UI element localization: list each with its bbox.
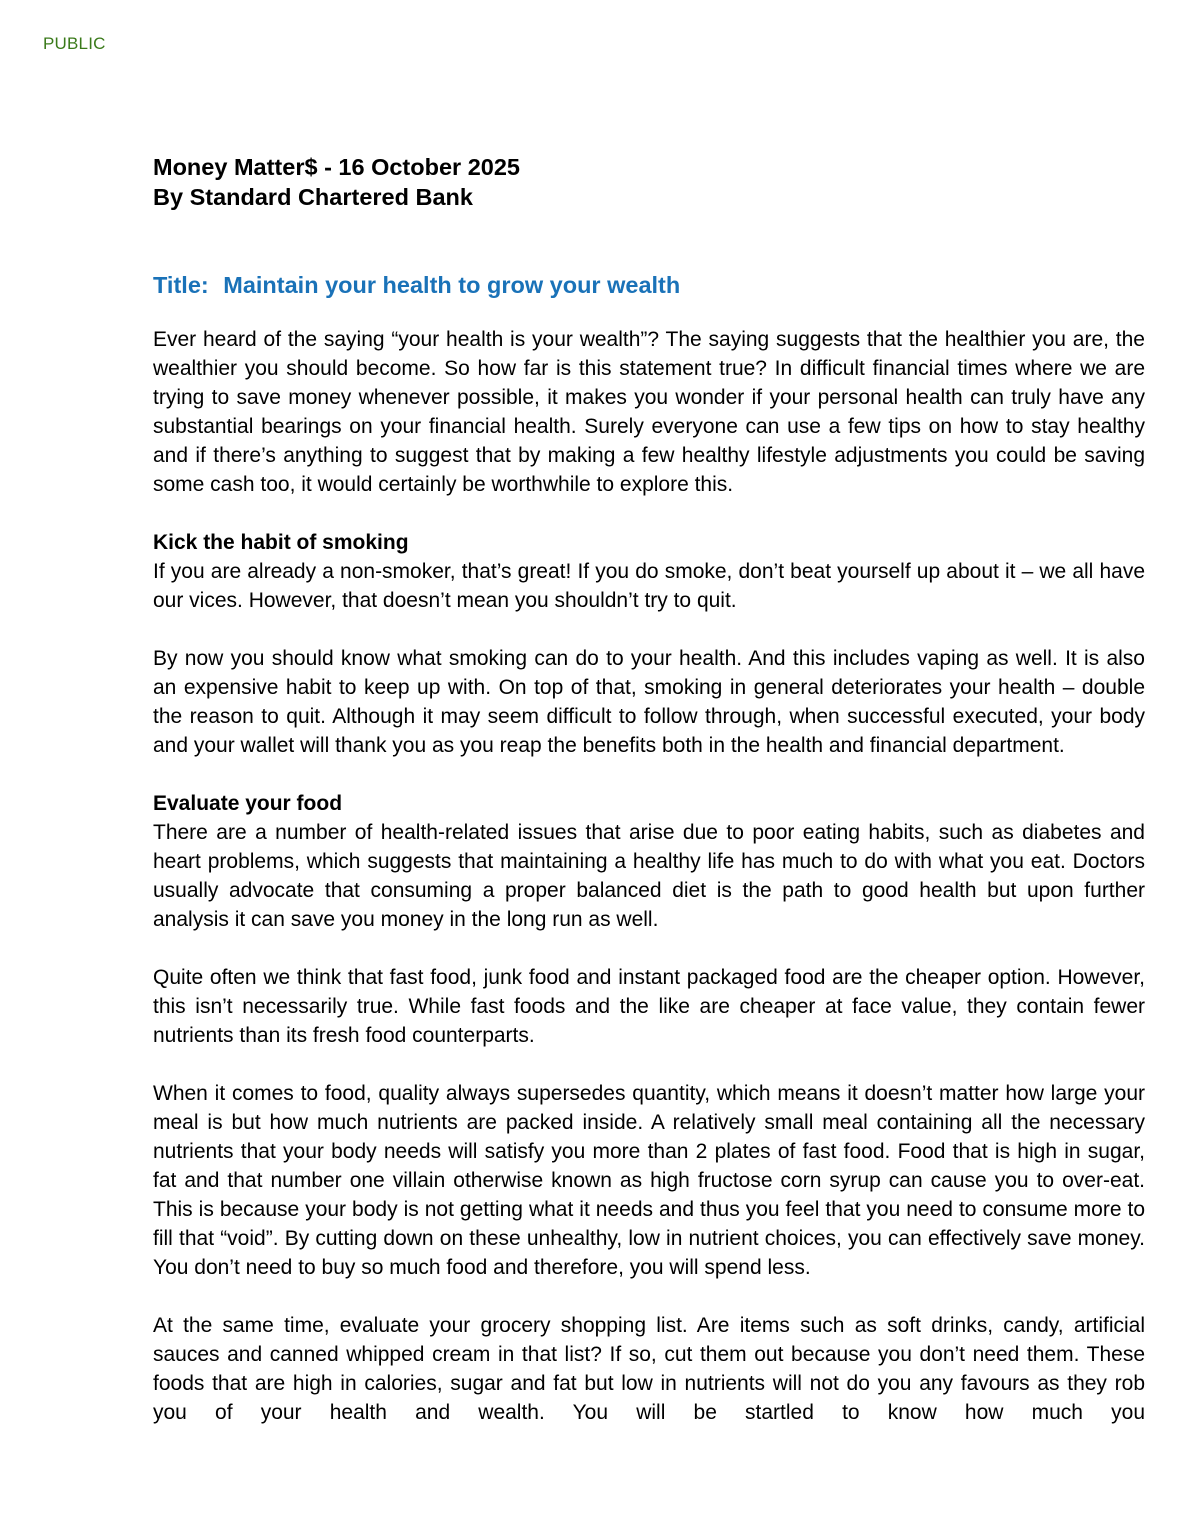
section-food: [153, 789, 1145, 1427]
section-heading: Evaluate your food: [153, 792, 343, 815]
body-paragraph: Quite often we think that fast food, junk food and instant packaged food are the cheaper option. However, this isn’t necessarily true. While fast foods and the like are cheaper at face value, they contain fewer nutrients than its fresh food counterparts.: [153, 966, 1145, 1047]
body-paragraph: If you are already a non-smoker, that’s great! If you do smoke, don’t beat yourself up about it – we all have our vices. However, that doesn’t mean you shouldn’t try to quit.: [153, 560, 1145, 612]
document-header: [153, 152, 1145, 212]
article-title-prefix: Title:: [153, 272, 209, 298]
article-title: [153, 270, 1145, 300]
body-paragraph: At the same time, evaluate your grocery shopping list. Are items such as soft drinks, candy, artificial sauces and canned whipped cream in that list? If so, cut them out because you don’t need them. These foods that are high in calories, sugar and fat but low in nutrients will not do you any favours as they rob you of your health and wealth. You will be startled to know how much you: [153, 1314, 1145, 1424]
classification-label: PUBLIC: [43, 34, 106, 53]
document-page: [153, 152, 1145, 1427]
publisher-byline: By Standard Chartered Bank: [153, 184, 473, 210]
newsletter-title-date: Money Matter$ - 16 October 2025: [153, 154, 520, 180]
body-paragraph: There are a number of health-related issues that arise due to poor eating habits, such as diabetes and heart problems, which suggests that maintaining a healthy life has much to do with what you eat. Doctors usually advocate that consuming a proper balanced diet is the path to good health but upon further analysis it can save you money in the long run as well.: [153, 821, 1145, 931]
intro-paragraph: Ever heard of the saying “your health is your wealth”? The saying suggests that the healthier you are, the wealthier you should become. So how far is this statement true? In difficult financial times where we are trying to save money whenever possible, it makes you wonder if your personal health can truly have any substantial bearings on your financial health. Surely everyone can use a few tips on how to stay healthy and if there’s anything to suggest that by making a few healthy lifestyle adjustments you could be saving some cash too, it would certainly be worthwhile to explore this.: [153, 328, 1145, 496]
section-heading: Kick the habit of smoking: [153, 531, 409, 554]
article-title-text: Maintain your health to grow your wealth: [223, 272, 681, 298]
body-paragraph: When it comes to food, quality always supersedes quantity, which means it doesn’t matter how large your meal is but how much nutrients are packed inside. A relatively small meal containing all the necessary nutrients that your body needs will satisfy you more than 2 plates of fast food. Food that is high in sugar, fat and that number one villain otherwise known as high fructose corn syrup can cause you to over-eat. This is because your body is not getting what it needs and thus you feel that you need to consume more to fill that “void”. By cutting down on these unhealthy, low in nutrient choices, you can effectively save money. You don’t need to buy so much food and therefore, you will spend less.: [153, 1082, 1145, 1279]
section-smoking: [153, 528, 1145, 760]
body-paragraph: By now you should know what smoking can do to your health. And this includes vaping as well. It is also an expensive habit to keep up with. On top of that, smoking in general deteriorates your health – double the reason to quit. Although it may seem difficult to follow through, when successful executed, your body and your wallet will thank you as you reap the benefits both in the health and financial department.: [153, 647, 1145, 757]
